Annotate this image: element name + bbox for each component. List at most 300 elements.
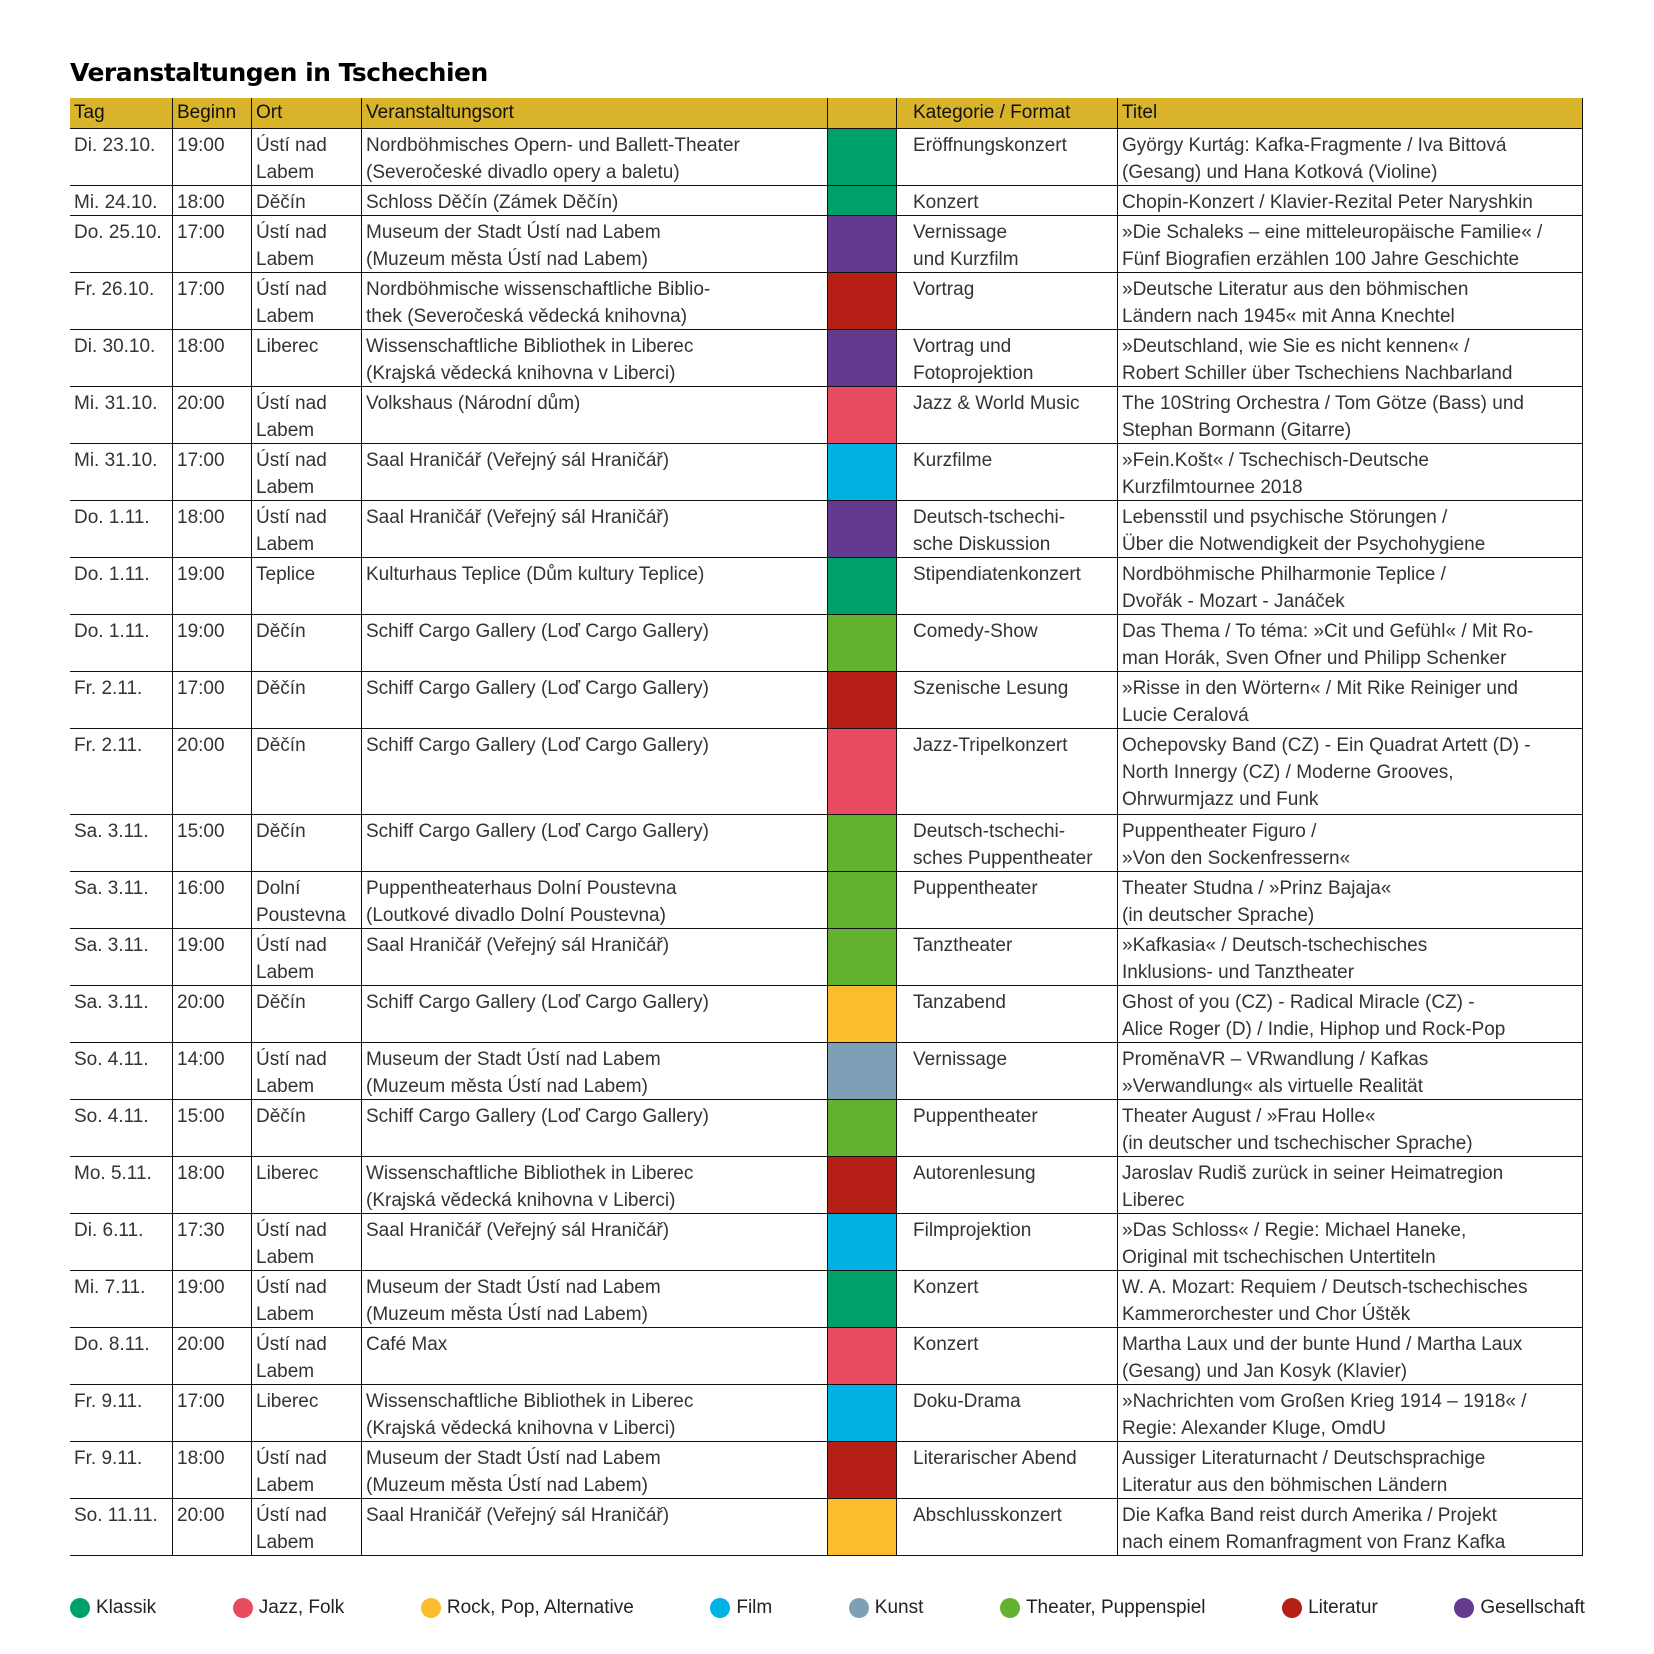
cell-veranstaltungsort	[362, 872, 828, 928]
cell-veranstaltungsort-line: (Krajská vědecká knihovna v Liberci)	[366, 1190, 676, 1211]
cell-beginn: 19:00	[173, 558, 252, 614]
legend-item-kunst	[849, 1597, 924, 1619]
cell-kategorie	[897, 815, 1118, 871]
cell-veranstaltungsort-line: Saal Hraničář (Veřejný sál Hraničář)	[366, 450, 670, 471]
cell-veranstaltungsort	[362, 444, 828, 500]
cell-veranstaltungsort-line: Museum der Stadt Ústí nad Labem	[366, 222, 661, 243]
cell-tag: Sa. 3.11.	[70, 986, 173, 1042]
cell-veranstaltungsort	[362, 186, 828, 215]
cell-beginn: 18:00	[173, 1157, 252, 1213]
cell-titel-line: Ohrwurmjazz und Funk	[1122, 789, 1319, 810]
cell-tag: Fr. 26.10.	[70, 273, 173, 329]
cell-veranstaltungsort	[362, 1442, 828, 1498]
cell-titel-line: North Innergy (CZ) / Moderne Grooves,	[1122, 762, 1454, 783]
cell-kategorie	[897, 1100, 1118, 1156]
cell-tag: Fr. 2.11.	[70, 729, 173, 814]
cell-kategorie-line: Literarischer Abend	[913, 1448, 1077, 1469]
cell-kategorie	[897, 273, 1118, 329]
cell-beginn: 17:00	[173, 1385, 252, 1441]
cell-ort-line: Ústí nad	[256, 279, 327, 300]
circle-icon	[849, 1598, 869, 1618]
legend-label: Film	[736, 1597, 773, 1618]
cell-ort-line: Ústí nad	[256, 1505, 327, 1526]
table-row	[70, 186, 1583, 216]
cell-beginn: 17:00	[173, 216, 252, 272]
cell-kategorie-line: Konzert	[913, 1334, 979, 1355]
category-color-swatch	[828, 273, 897, 329]
cell-ort-line: Ústí nad	[256, 1049, 327, 1070]
category-legend	[70, 1597, 1585, 1619]
cell-titel-line: Lucie Ceralová	[1122, 705, 1249, 726]
circle-icon	[233, 1598, 253, 1618]
cell-ort	[252, 1157, 362, 1213]
legend-label: Jazz, Folk	[258, 1597, 345, 1618]
cell-kategorie	[897, 986, 1118, 1042]
legend-label: Kunst	[874, 1597, 924, 1618]
category-color-swatch	[828, 929, 897, 985]
cell-veranstaltungsort	[362, 1100, 828, 1156]
cell-beginn: 17:00	[173, 273, 252, 329]
cell-beginn: 17:00	[173, 444, 252, 500]
table-row	[70, 615, 1583, 672]
cell-ort	[252, 1328, 362, 1384]
table-row	[70, 1214, 1583, 1271]
cell-veranstaltungsort	[362, 1499, 828, 1555]
cell-beginn: 18:00	[173, 501, 252, 557]
cell-titel-line: Jaroslav Rudiš zurück in seiner Heimatregion	[1122, 1163, 1504, 1184]
cell-kategorie-line: sches Puppentheater	[913, 848, 1093, 869]
cell-veranstaltungsort	[362, 273, 828, 329]
cell-tag: Fr. 9.11.	[70, 1385, 173, 1441]
cell-tag: Sa. 3.11.	[70, 815, 173, 871]
cell-titel	[1118, 1043, 1583, 1099]
cell-veranstaltungsort	[362, 929, 828, 985]
cell-tag: Di. 30.10.	[70, 330, 173, 386]
cell-ort-line: Labem	[256, 249, 315, 270]
cell-ort-line: Ústí nad	[256, 1448, 327, 1469]
cell-titel	[1118, 1214, 1583, 1270]
cell-tag: Do. 1.11.	[70, 615, 173, 671]
legend-label: Theater, Puppenspiel	[1025, 1597, 1206, 1618]
cell-beginn: 20:00	[173, 1328, 252, 1384]
cell-titel-line: Die Kafka Band reist durch Amerika / Projekt	[1122, 1505, 1497, 1526]
cell-veranstaltungsort-line: Wissenschaftliche Bibliothek in Liberec	[366, 1391, 694, 1412]
table-row	[70, 1043, 1583, 1100]
cell-veranstaltungsort-line: (Krajská vědecká knihovna v Liberci)	[366, 363, 676, 384]
cell-veranstaltungsort-line: Nordböhmisches Opern- und Ballett-Theater	[366, 135, 740, 156]
legend-label: Klassik	[96, 1597, 157, 1618]
cell-kategorie-line: Autorenlesung	[913, 1163, 1036, 1184]
cell-kategorie-line: Eröffnungskonzert	[913, 135, 1067, 156]
cell-veranstaltungsort	[362, 1157, 828, 1213]
cell-titel-line: (Gesang) und Jan Kosyk (Klavier)	[1122, 1361, 1408, 1382]
cell-tag: Sa. 3.11.	[70, 929, 173, 985]
table-row	[70, 216, 1583, 273]
cell-ort-line: Děčín	[256, 1106, 306, 1127]
cell-veranstaltungsort	[362, 986, 828, 1042]
category-color-swatch	[828, 672, 897, 728]
table-row	[70, 501, 1583, 558]
cell-beginn: 16:00	[173, 872, 252, 928]
cell-veranstaltungsort-line: Schiff Cargo Gallery (Loď Cargo Gallery)	[366, 735, 709, 756]
legend-item-gesellschaft	[1454, 1597, 1585, 1619]
cell-titel-line: Theater Studna / »Prinz Bajaja«	[1122, 878, 1392, 899]
cell-ort-line: Labem	[256, 1076, 315, 1097]
cell-ort-line: Labem	[256, 1361, 315, 1382]
table-row	[70, 444, 1583, 501]
cell-ort-line: Labem	[256, 534, 315, 555]
cell-kategorie-line: Vernissage	[913, 1049, 1008, 1070]
table-row	[70, 1100, 1583, 1157]
cell-ort-line: Děčín	[256, 735, 306, 756]
cell-titel-line: »Risse in den Wörtern« / Mit Rike Reiniger und	[1122, 678, 1519, 699]
cell-titel	[1118, 1157, 1583, 1213]
category-color-swatch	[828, 615, 897, 671]
header-veranstaltungsort: Veranstaltungsort	[362, 98, 828, 128]
cell-titel-line: (in deutscher und tschechischer Sprache)	[1122, 1133, 1473, 1154]
cell-titel-line: »Von den Sockenfressern«	[1122, 848, 1351, 869]
cell-titel-line: nach einem Romanfragment von Franz Kafka	[1122, 1532, 1506, 1553]
cell-titel-line: Ghost of you (CZ) - Radical Miracle (CZ) -	[1122, 992, 1475, 1013]
cell-titel-line: »Deutsche Literatur aus den böhmischen	[1122, 279, 1469, 300]
cell-kategorie	[897, 216, 1118, 272]
table-row	[70, 1271, 1583, 1328]
cell-titel-line: Inklusions- und Tanztheater	[1122, 962, 1355, 983]
cell-ort-line: Děčín	[256, 821, 306, 842]
cell-kategorie-line: Konzert	[913, 192, 979, 213]
category-color-swatch	[828, 216, 897, 272]
cell-titel-line: Dvořák - Mozart - Janáček	[1122, 591, 1345, 612]
cell-tag: Mi. 31.10.	[70, 444, 173, 500]
cell-titel-line: man Horák, Sven Ofner und Philipp Schenker	[1122, 648, 1507, 669]
cell-titel-line: Robert Schiller über Tschechiens Nachbarland	[1122, 363, 1513, 384]
cell-titel-line: Chopin-Konzert / Klavier-Rezital Peter Naryshkin	[1122, 192, 1533, 213]
legend-item-rock	[421, 1597, 634, 1619]
cell-kategorie	[897, 1328, 1118, 1384]
cell-ort-line: Labem	[256, 306, 315, 327]
cell-ort-line: Ústí nad	[256, 135, 327, 156]
cell-ort-line: Ústí nad	[256, 450, 327, 471]
table-row	[70, 1442, 1583, 1499]
cell-kategorie	[897, 129, 1118, 185]
header-beginn: Beginn	[173, 98, 252, 128]
category-color-swatch	[828, 1328, 897, 1384]
cell-kategorie	[897, 1385, 1118, 1441]
cell-titel	[1118, 1328, 1583, 1384]
cell-titel-line: »Das Schloss« / Regie: Michael Haneke,	[1122, 1220, 1467, 1241]
cell-kategorie-line: Konzert	[913, 1277, 979, 1298]
cell-veranstaltungsort-line: Museum der Stadt Ústí nad Labem	[366, 1448, 661, 1469]
cell-veranstaltungsort-line: Schloss Děčín (Zámek Děčín)	[366, 192, 619, 213]
category-color-swatch	[828, 986, 897, 1042]
cell-kategorie	[897, 1499, 1118, 1555]
table-row	[70, 387, 1583, 444]
cell-beginn: 14:00	[173, 1043, 252, 1099]
circle-icon	[421, 1598, 441, 1618]
cell-veranstaltungsort-line: (Loutkové divadlo Dolní Poustevna)	[366, 905, 666, 926]
cell-titel-line: Aussiger Literaturnacht / Deutschsprachige	[1122, 1448, 1486, 1469]
page-title: Veranstaltungen in Tschechien	[70, 58, 488, 87]
cell-titel-line: Kammerorchester und Chor Úštěk	[1122, 1304, 1411, 1325]
cell-veranstaltungsort-line: Museum der Stadt Ústí nad Labem	[366, 1277, 661, 1298]
cell-tag: Fr. 2.11.	[70, 672, 173, 728]
table-row	[70, 1157, 1583, 1214]
cell-ort	[252, 1271, 362, 1327]
cell-ort-line: Labem	[256, 962, 315, 983]
cell-ort-line: Labem	[256, 1532, 315, 1553]
cell-veranstaltungsort	[362, 1328, 828, 1384]
cell-ort	[252, 1214, 362, 1270]
cell-ort	[252, 444, 362, 500]
cell-ort	[252, 1442, 362, 1498]
cell-kategorie	[897, 872, 1118, 928]
cell-titel-line: Stephan Bormann (Gitarre)	[1122, 420, 1352, 441]
cell-veranstaltungsort	[362, 1385, 828, 1441]
cell-titel	[1118, 815, 1583, 871]
cell-beginn: 19:00	[173, 1271, 252, 1327]
cell-veranstaltungsort-line: Puppentheaterhaus Dolní Poustevna	[366, 878, 677, 899]
cell-titel	[1118, 672, 1583, 728]
cell-ort-line: Liberec	[256, 336, 319, 357]
category-color-swatch	[828, 1100, 897, 1156]
table-row	[70, 1499, 1583, 1556]
category-color-swatch	[828, 1442, 897, 1498]
cell-veranstaltungsort-line: (Muzeum města Ústí nad Labem)	[366, 1076, 648, 1097]
cell-veranstaltungsort-line: Saal Hraničář (Veřejný sál Hraničář)	[366, 1505, 670, 1526]
table-row	[70, 330, 1583, 387]
cell-ort	[252, 1043, 362, 1099]
cell-titel-line: »Nachrichten vom Großen Krieg 1914 – 1918« /	[1122, 1391, 1527, 1412]
cell-ort-line: Labem	[256, 420, 315, 441]
legend-item-jazz	[233, 1597, 345, 1619]
cell-titel-line: György Kurtág: Kafka-Fragmente / Iva Bittová	[1122, 135, 1507, 156]
cell-kategorie	[897, 1442, 1118, 1498]
cell-kategorie-line: Tanztheater	[913, 935, 1013, 956]
cell-veranstaltungsort	[362, 1043, 828, 1099]
cell-veranstaltungsort-line: Schiff Cargo Gallery (Loď Cargo Gallery)	[366, 678, 709, 699]
cell-kategorie	[897, 558, 1118, 614]
cell-ort-line: Ústí nad	[256, 1334, 327, 1355]
cell-beginn: 20:00	[173, 729, 252, 814]
cell-veranstaltungsort-line: (Muzeum města Ústí nad Labem)	[366, 1475, 648, 1496]
cell-ort	[252, 815, 362, 871]
cell-titel	[1118, 501, 1583, 557]
cell-tag: Mi. 24.10.	[70, 186, 173, 215]
cell-tag: So. 4.11.	[70, 1043, 173, 1099]
circle-icon	[1454, 1598, 1474, 1618]
category-color-swatch	[828, 501, 897, 557]
cell-titel-line: Ochepovsky Band (CZ) - Ein Quadrat Artett (D) -	[1122, 735, 1531, 756]
cell-veranstaltungsort	[362, 1214, 828, 1270]
cell-ort-line: Labem	[256, 1247, 315, 1268]
table-row	[70, 815, 1583, 872]
category-color-swatch	[828, 1043, 897, 1099]
cell-tag: Di. 23.10.	[70, 129, 173, 185]
cell-veranstaltungsort	[362, 815, 828, 871]
cell-kategorie	[897, 330, 1118, 386]
cell-titel-line: Lebensstil und psychische Störungen /	[1122, 507, 1448, 528]
cell-titel-line: ProměnaVR – VRwandlung / Kafkas	[1122, 1049, 1429, 1070]
cell-ort-line: Labem	[256, 1304, 315, 1325]
cell-titel-line: Das Thema / To téma: »Cit und Gefühl« / Mit Ro-	[1122, 621, 1534, 642]
cell-kategorie	[897, 615, 1118, 671]
cell-ort	[252, 1499, 362, 1555]
cell-kategorie-line: Szenische Lesung	[913, 678, 1069, 699]
cell-titel-line: W. A. Mozart: Requiem / Deutsch-tschechisches	[1122, 1277, 1528, 1298]
cell-veranstaltungsort-line: Saal Hraničář (Veřejný sál Hraničář)	[366, 507, 670, 528]
cell-beginn: 19:00	[173, 615, 252, 671]
table-row	[70, 558, 1583, 615]
circle-icon	[70, 1598, 90, 1618]
cell-titel-line: Kurzfilmtournee 2018	[1122, 477, 1303, 498]
cell-kategorie-line: Deutsch-tschechi-	[913, 821, 1066, 842]
cell-kategorie	[897, 672, 1118, 728]
category-color-swatch	[828, 1271, 897, 1327]
cell-kategorie-line: Comedy-Show	[913, 621, 1038, 642]
cell-kategorie-line: Puppentheater	[913, 878, 1038, 899]
cell-titel	[1118, 1100, 1583, 1156]
cell-veranstaltungsort-line: (Krajská vědecká knihovna v Liberci)	[366, 1418, 676, 1439]
cell-titel	[1118, 387, 1583, 443]
table-row	[70, 1328, 1583, 1385]
cell-titel	[1118, 330, 1583, 386]
cell-tag: So. 4.11.	[70, 1100, 173, 1156]
cell-veranstaltungsort	[362, 729, 828, 814]
cell-kategorie-line: Doku-Drama	[913, 1391, 1021, 1412]
header-ort: Ort	[252, 98, 362, 128]
cell-veranstaltungsort	[362, 216, 828, 272]
cell-kategorie-line: Deutsch-tschechi-	[913, 507, 1066, 528]
legend-item-film	[710, 1597, 772, 1619]
cell-veranstaltungsort-line: Saal Hraničář (Veřejný sál Hraničář)	[366, 1220, 670, 1241]
cell-titel-line: (in deutscher Sprache)	[1122, 905, 1315, 926]
cell-ort-line: Labem	[256, 477, 315, 498]
cell-beginn: 19:00	[173, 129, 252, 185]
cell-tag: Do. 8.11.	[70, 1328, 173, 1384]
cell-titel	[1118, 615, 1583, 671]
legend-item-theater	[1000, 1597, 1206, 1619]
cell-kategorie-line: Fotoprojektion	[913, 363, 1034, 384]
cell-ort	[252, 558, 362, 614]
cell-titel-line: »Fein.Košt« / Tschechisch-Deutsche	[1122, 450, 1429, 471]
header-titel: Titel	[1118, 98, 1583, 128]
category-color-swatch	[828, 815, 897, 871]
cell-titel	[1118, 1499, 1583, 1555]
cell-titel	[1118, 129, 1583, 185]
cell-kategorie-line: Puppentheater	[913, 1106, 1038, 1127]
cell-titel-line: Original mit tschechischen Untertiteln	[1122, 1247, 1436, 1268]
cell-kategorie	[897, 186, 1118, 215]
cell-veranstaltungsort	[362, 1271, 828, 1327]
cell-ort	[252, 672, 362, 728]
circle-icon	[710, 1598, 730, 1618]
cell-veranstaltungsort-line: Kulturhaus Teplice (Dům kultury Teplice)	[366, 564, 705, 585]
category-color-swatch	[828, 1214, 897, 1270]
cell-beginn: 19:00	[173, 929, 252, 985]
cell-tag: Mo. 5.11.	[70, 1157, 173, 1213]
cell-tag: Do. 1.11.	[70, 558, 173, 614]
cell-beginn: 18:00	[173, 1442, 252, 1498]
cell-ort	[252, 216, 362, 272]
legend-label: Literatur	[1308, 1597, 1378, 1618]
cell-beginn: 18:00	[173, 186, 252, 215]
cell-kategorie-line: Jazz-Tripelkonzert	[913, 735, 1068, 756]
cell-veranstaltungsort-line: Schiff Cargo Gallery (Loď Cargo Gallery)	[366, 821, 709, 842]
cell-titel-line: Theater August / »Frau Holle«	[1122, 1106, 1376, 1127]
cell-veranstaltungsort	[362, 501, 828, 557]
cell-ort-line: Liberec	[256, 1163, 319, 1184]
cell-titel-line: »Die Schaleks – eine mitteleuropäische Familie« /	[1122, 222, 1543, 243]
cell-kategorie	[897, 387, 1118, 443]
cell-ort-line: Děčín	[256, 621, 306, 642]
cell-tag: Di. 6.11.	[70, 1214, 173, 1270]
cell-titel-line: Liberec	[1122, 1190, 1185, 1211]
cell-veranstaltungsort-line: (Muzeum města Ústí nad Labem)	[366, 1304, 648, 1325]
circle-icon	[1000, 1598, 1020, 1618]
cell-titel-line: Fünf Biografien erzählen 100 Jahre Geschichte	[1122, 249, 1520, 270]
cell-ort-line: Děčín	[256, 678, 306, 699]
cell-veranstaltungsort	[362, 330, 828, 386]
cell-ort	[252, 986, 362, 1042]
cell-kategorie-line: Kurzfilme	[913, 450, 993, 471]
cell-veranstaltungsort-line: Nordböhmische wissenschaftliche Biblio-	[366, 279, 711, 300]
cell-kategorie-line: Tanzabend	[913, 992, 1006, 1013]
table-row	[70, 729, 1583, 815]
cell-veranstaltungsort	[362, 672, 828, 728]
table-row	[70, 672, 1583, 729]
cell-titel-line: The 10String Orchestra / Tom Götze (Bass) und	[1122, 393, 1524, 414]
cell-ort	[252, 872, 362, 928]
cell-veranstaltungsort-line: Schiff Cargo Gallery (Loď Cargo Gallery)	[366, 992, 709, 1013]
cell-titel	[1118, 1385, 1583, 1441]
category-color-swatch	[828, 558, 897, 614]
cell-veranstaltungsort-line: Saal Hraničář (Veřejný sál Hraničář)	[366, 935, 670, 956]
legend-label: Gesellschaft	[1480, 1597, 1585, 1618]
cell-titel-line: Literatur aus den böhmischen Ländern	[1122, 1475, 1448, 1496]
category-color-swatch	[828, 330, 897, 386]
cell-ort-line: Poustevna	[256, 905, 346, 926]
cell-ort-line: Ústí nad	[256, 393, 327, 414]
cell-titel	[1118, 216, 1583, 272]
cell-titel-line: Martha Laux und der bunte Hund / Martha Laux	[1122, 1334, 1523, 1355]
table-row	[70, 129, 1583, 186]
table-header	[70, 98, 1583, 129]
table-row	[70, 872, 1583, 929]
cell-ort	[252, 129, 362, 185]
cell-kategorie-line: Filmprojektion	[913, 1220, 1032, 1241]
cell-tag: Do. 1.11.	[70, 501, 173, 557]
cell-titel	[1118, 186, 1583, 215]
category-color-swatch	[828, 1157, 897, 1213]
cell-ort	[252, 615, 362, 671]
cell-veranstaltungsort	[362, 558, 828, 614]
cell-titel	[1118, 273, 1583, 329]
cell-kategorie	[897, 1043, 1118, 1099]
cell-titel-line: Über die Notwendigkeit der Psychohygiene	[1122, 534, 1486, 555]
cell-kategorie-line: sche Diskussion	[913, 534, 1051, 555]
cell-kategorie	[897, 1271, 1118, 1327]
cell-ort-line: Děčín	[256, 992, 306, 1013]
cell-ort	[252, 1100, 362, 1156]
table-row	[70, 273, 1583, 330]
category-color-swatch	[828, 1385, 897, 1441]
cell-kategorie-line: Vortrag	[913, 279, 975, 300]
cell-ort	[252, 929, 362, 985]
cell-titel-line: »Verwandlung« als virtuelle Realität	[1122, 1076, 1424, 1097]
category-color-swatch	[828, 444, 897, 500]
cell-tag: Fr. 9.11.	[70, 1442, 173, 1498]
legend-label: Rock, Pop, Alternative	[446, 1597, 634, 1618]
